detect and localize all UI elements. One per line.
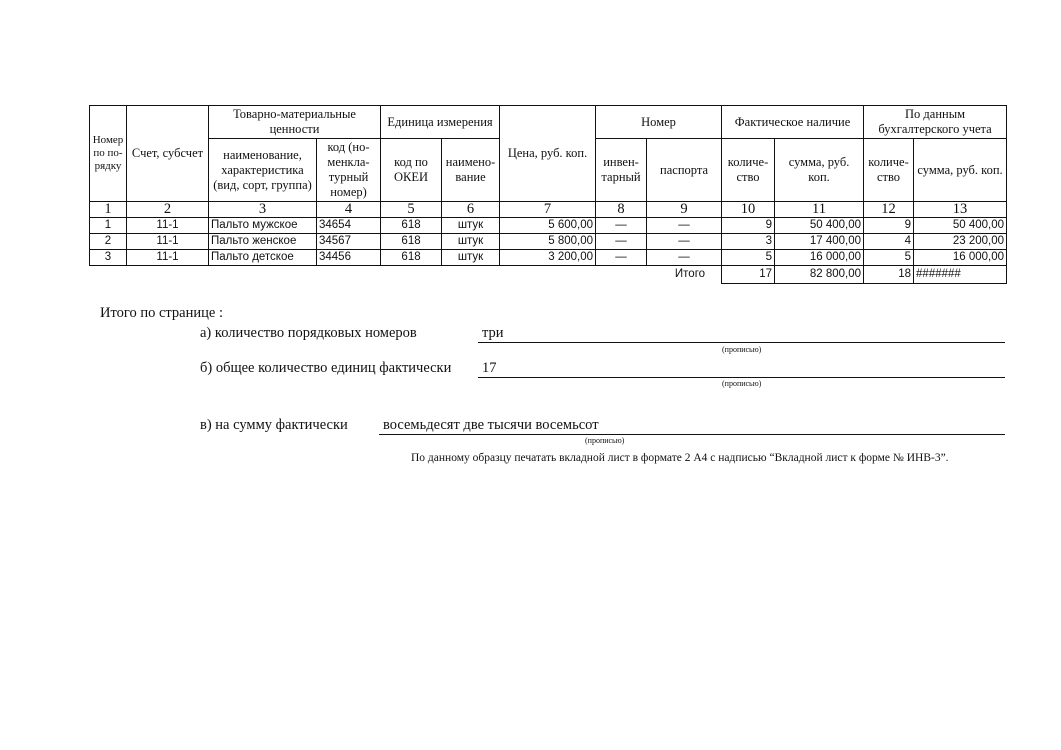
column-number: 7 [500, 202, 596, 218]
page-total-title: Итого по странице : [100, 305, 223, 321]
cell-inv-number: — [596, 234, 647, 250]
header-row-number: Номер по порядку [90, 106, 127, 202]
column-number: 4 [317, 202, 381, 218]
sum-label: в) на сумму фактически [200, 417, 348, 433]
cell-goods-name: Пальто женское [209, 234, 317, 250]
header-fact-qty: количество [722, 139, 775, 202]
total-label: Итого [674, 268, 706, 281]
cell-book-sum: 23 200,00 [914, 234, 1007, 250]
column-number: 8 [596, 202, 647, 218]
cell-row-number: 3 [90, 250, 127, 266]
cell-inv-number: — [596, 218, 647, 234]
header-number: Номер [596, 106, 722, 139]
table-row [90, 218, 1007, 234]
cell-book-qty: 5 [864, 250, 914, 266]
cell-account: 11-1 [127, 234, 209, 250]
total-book-sum: ####### [914, 266, 1007, 284]
cell-fact-qty: 9 [722, 218, 775, 234]
cell-price: 3 200,00 [500, 250, 596, 266]
cell-passport-number: — [647, 234, 722, 250]
total-row [90, 266, 1007, 284]
cell-fact-sum: 16 000,00 [775, 250, 864, 266]
sum-underline [379, 434, 1005, 435]
cell-inv-number: — [596, 250, 647, 266]
header-unit-okei: код по ОКЕИ [381, 139, 442, 202]
cell-book-sum: 16 000,00 [914, 250, 1007, 266]
cell-goods-code: 34456 [317, 250, 381, 266]
cell-fact-sum: 17 400,00 [775, 234, 864, 250]
column-number: 5 [381, 202, 442, 218]
total-book-qty: 18 [864, 266, 914, 284]
count-numbers-label: а) количество порядковых номеров [200, 325, 417, 341]
table-row [90, 250, 1007, 266]
sum-value: восемьдесят две тысячи восемьсот [383, 417, 599, 433]
header-fact-sum: сумма, руб. коп. [775, 139, 864, 202]
header-number-inv: инвентарный [596, 139, 647, 202]
cell-fact-qty: 3 [722, 234, 775, 250]
cell-goods-code: 34654 [317, 218, 381, 234]
total-fact-qty: 17 [722, 266, 775, 284]
count-numbers-underline [478, 342, 1005, 343]
cell-account: 11-1 [127, 250, 209, 266]
count-numbers-value: три [482, 325, 504, 341]
count-numbers-caption: (прописью) [722, 345, 762, 354]
column-numbers-row [90, 202, 1007, 218]
footnote: По данному образцу печатать вкладной лист в формате 2 А4 с надписью “Вкладной лист к форме № ИНВ-3”. [411, 452, 949, 464]
column-number: 10 [722, 202, 775, 218]
cell-unit-okei: 618 [381, 234, 442, 250]
count-units-underline [478, 377, 1005, 378]
column-number: 3 [209, 202, 317, 218]
header-goods-code: код (номенклатурный номер) [317, 139, 381, 202]
column-number: 12 [864, 202, 914, 218]
cell-price: 5 800,00 [500, 234, 596, 250]
cell-book-sum: 50 400,00 [914, 218, 1007, 234]
cell-unit-okei: 618 [381, 218, 442, 234]
total-fact-sum: 82 800,00 [775, 266, 864, 284]
inventory-table [89, 105, 1007, 284]
cell-price: 5 600,00 [500, 218, 596, 234]
cell-unit-name: штук [442, 234, 500, 250]
header-unit-name: наименование [442, 139, 500, 202]
cell-fact-qty: 5 [722, 250, 775, 266]
count-units-value: 17 [482, 360, 497, 376]
cell-unit-name: штук [442, 218, 500, 234]
column-number: 6 [442, 202, 500, 218]
header-fact: Фактическое наличие [722, 106, 864, 139]
column-number: 13 [914, 202, 1007, 218]
column-number: 11 [775, 202, 864, 218]
cell-goods-code: 34567 [317, 234, 381, 250]
header-book-qty: количество [864, 139, 914, 202]
cell-row-number: 2 [90, 234, 127, 250]
cell-goods-name: Пальто мужское [209, 218, 317, 234]
header-price: Цена, руб. коп. [500, 106, 596, 202]
cell-book-qty: 4 [864, 234, 914, 250]
cell-passport-number: — [647, 250, 722, 266]
cell-book-qty: 9 [864, 218, 914, 234]
column-number: 1 [90, 202, 127, 218]
header-goods: Товарно-материальные ценности [209, 106, 381, 139]
cell-fact-sum: 50 400,00 [775, 218, 864, 234]
sum-caption: (прописью) [585, 436, 625, 445]
cell-goods-name: Пальто детское [209, 250, 317, 266]
count-units-caption: (прописью) [722, 379, 762, 388]
cell-unit-name: штук [442, 250, 500, 266]
header-account: Счет, субсчет [127, 106, 209, 202]
count-units-label: б) общее количество единиц фактически [200, 360, 452, 376]
column-number: 9 [647, 202, 722, 218]
column-number: 2 [127, 202, 209, 218]
cell-account: 11-1 [127, 218, 209, 234]
header-unit: Единица измерения [381, 106, 500, 139]
cell-unit-okei: 618 [381, 250, 442, 266]
header-goods-name: наименование, характеристика (вид, сорт, группа) [209, 139, 317, 202]
table-row [90, 234, 1007, 250]
header-book-sum: сумма, руб. коп. [914, 139, 1007, 202]
cell-passport-number: — [647, 218, 722, 234]
header-book: По данным бухгалтерского учета [864, 106, 1007, 139]
header-number-passport: паспорта [647, 139, 722, 202]
cell-row-number: 1 [90, 218, 127, 234]
